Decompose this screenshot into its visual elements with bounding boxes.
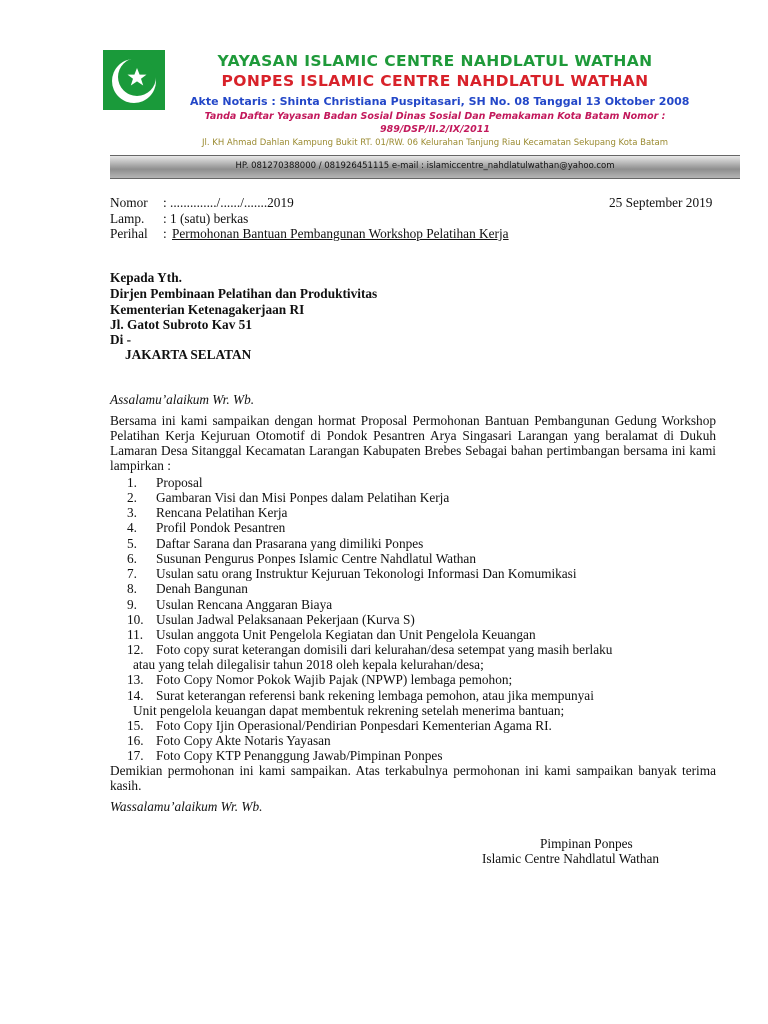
perihal-colon: :: [163, 226, 167, 241]
list-item-number: 7.: [127, 566, 137, 581]
recipient-address: Jl. Gatot Subroto Kav 51: [110, 317, 252, 332]
nomor-value: : ............../....../.......2019: [163, 195, 294, 210]
org-name-ponpes: PONPES ISLAMIC CENTRE NAHDLATUL WATHAN: [221, 72, 649, 90]
list-item-number: 16.: [127, 733, 144, 748]
signature-organization: Islamic Centre Nahdlatul Wathan: [482, 851, 660, 866]
list-item-text: Denah Bangunan: [156, 581, 248, 596]
list-item-number: 13.: [127, 672, 144, 687]
closing-paragraph: Demikian permohonan ini kami sampaikan. Atas terkabulnya permohonan ini kami sampaikan banyak terima kasih.: [110, 763, 716, 793]
list-item-continuation: Unit pengelola keuangan dapat membentuk rekrening setelah menerima bantuan;: [133, 703, 565, 718]
list-item-text: Daftar Sarana dan Prasarana yang dimiliki Ponpes: [156, 536, 424, 551]
contact-bar: [110, 155, 740, 179]
list-item-text: Gambaran Visi dan Misi Ponpes dalam Pelatihan Kerja: [156, 490, 450, 505]
list-item-text: Foto Copy Akte Notaris Yayasan: [156, 733, 331, 748]
list-item-number: 11.: [127, 627, 144, 642]
list-item-text: Rencana Pelatihan Kerja: [156, 505, 288, 520]
farewell: Wassalamu’alaikum Wr. Wb.: [110, 799, 263, 814]
list-item-number: 8.: [127, 581, 137, 596]
perihal-label: Perihal: [110, 226, 148, 241]
list-item-number: 5.: [127, 536, 137, 551]
recipient-salutation: Kepada Yth.: [110, 270, 182, 285]
list-item-text: Foto copy surat keterangan domisili dari kelurahan/desa setempat yang masih berlaku: [156, 642, 613, 657]
list-item-text: Foto Copy Ijin Operasional/Pendirian Ponpesdari Kementerian Agama RI.: [156, 718, 552, 733]
registration-line: Tanda Daftar Yayasan Badan Sosial Dinas Sosial Dan Pemakaman Kota Batam Nomor :: [204, 111, 666, 122]
list-item-number: 14.: [127, 688, 144, 703]
list-item-text: Susunan Pengurus Ponpes Islamic Centre Nahdlatul Wathan: [156, 551, 476, 566]
list-item-number: 12.: [127, 642, 144, 657]
recipient-city: JAKARTA SELATAN: [125, 347, 252, 362]
list-item-text: Usulan satu orang Instruktur Kejuruan Tekonologi Informasi Dan Komumikasi: [156, 566, 577, 581]
list-item-text: Foto Copy KTP Penanggung Jawab/Pimpinan Ponpes: [156, 748, 443, 763]
list-item-text: Usulan anggota Unit Pengelola Kegiatan dan Unit Pengelola Keuangan: [156, 627, 536, 642]
intro-paragraph: Bersama ini kami sampaikan dengan hormat Proposal Permohonan Bantuan Pembangunan Gedung Workshop Pelatihan Kerja Kejuruan Otomotif di Pondok Pesantren Arya Singasari Larangan yang beralamat di Dukuh Lamaran Desa Sitanggal Kecamatan Larangan Kabupaten Brebes Sebagai bahan pertimbangan bersama ini kami lampirkan :: [110, 413, 716, 473]
lamp-label: Lamp.: [110, 211, 145, 226]
list-item-text: Surat keterangan referensi bank rekening lembaga pemohon, atau jika mempunyai: [156, 688, 594, 703]
contact-info: HP. 081270388000 / 081926451115 e-mail : islamiccentre_nahdlatulwathan@yahoo.com: [235, 161, 615, 171]
letter-date: 25 September 2019: [609, 195, 713, 210]
nomor-label: Nomor: [110, 195, 148, 210]
address-line: Jl. KH Ahmad Dahlan Kampung Bukit RT. 01/RW. 06 Kelurahan Tanjung Riau Kecamatan Sekupang Kota Batam: [201, 138, 668, 148]
list-item-text: Profil Pondok Pesantren: [156, 520, 286, 535]
recipient-ministry: Kementerian Ketenagakerjaan RI: [110, 302, 305, 317]
list-item-number: 2.: [127, 490, 137, 505]
crescent-star-icon: [103, 50, 165, 110]
list-item-number: 9.: [127, 597, 137, 612]
lamp-value: : 1 (satu) berkas: [163, 211, 249, 226]
list-item-number: 6.: [127, 551, 137, 566]
registration-number: 989/DSP/II.2/IX/2011: [380, 124, 490, 135]
signature-title: Pimpinan Ponpes: [540, 836, 633, 851]
org-name-foundation: YAYASAN ISLAMIC CENTRE NAHDLATUL WATHAN: [217, 52, 653, 70]
recipient-di: Di -: [110, 332, 132, 347]
list-item-number: 10.: [127, 612, 144, 627]
list-item-number: 3.: [127, 505, 137, 520]
list-item-text: Usulan Rencana Anggaran Biaya: [156, 597, 333, 612]
list-item-number: 4.: [127, 520, 137, 535]
list-item-text: Foto Copy Nomor Pokok Wajib Pajak (NPWP) lembaga pemohon;: [156, 672, 513, 687]
list-item-number: 17.: [127, 748, 144, 763]
organization-logo: [103, 50, 165, 110]
list-item-number: 1.: [127, 475, 137, 490]
notary-line: Akte Notaris : Shinta Christiana Puspitasari, SH No. 08 Tanggal 13 Oktober 2008: [190, 95, 690, 108]
list-item-number: 15.: [127, 718, 144, 733]
perihal-value: Permohonan Bantuan Pembangunan Workshop Pelatihan Kerja: [172, 226, 509, 241]
list-item-continuation: atau yang telah dilegalisir tahun 2018 oleh kepala kelurahan/desa;: [133, 657, 484, 672]
list-item-text: Usulan Jadwal Pelaksanaan Pekerjaan (Kurva S): [156, 612, 415, 627]
recipient-position: Dirjen Pembinaan Pelatihan dan Produktivitas: [110, 286, 378, 301]
list-item-text: Proposal: [156, 475, 203, 490]
greeting: Assalamu’alaikum Wr. Wb.: [110, 392, 255, 407]
